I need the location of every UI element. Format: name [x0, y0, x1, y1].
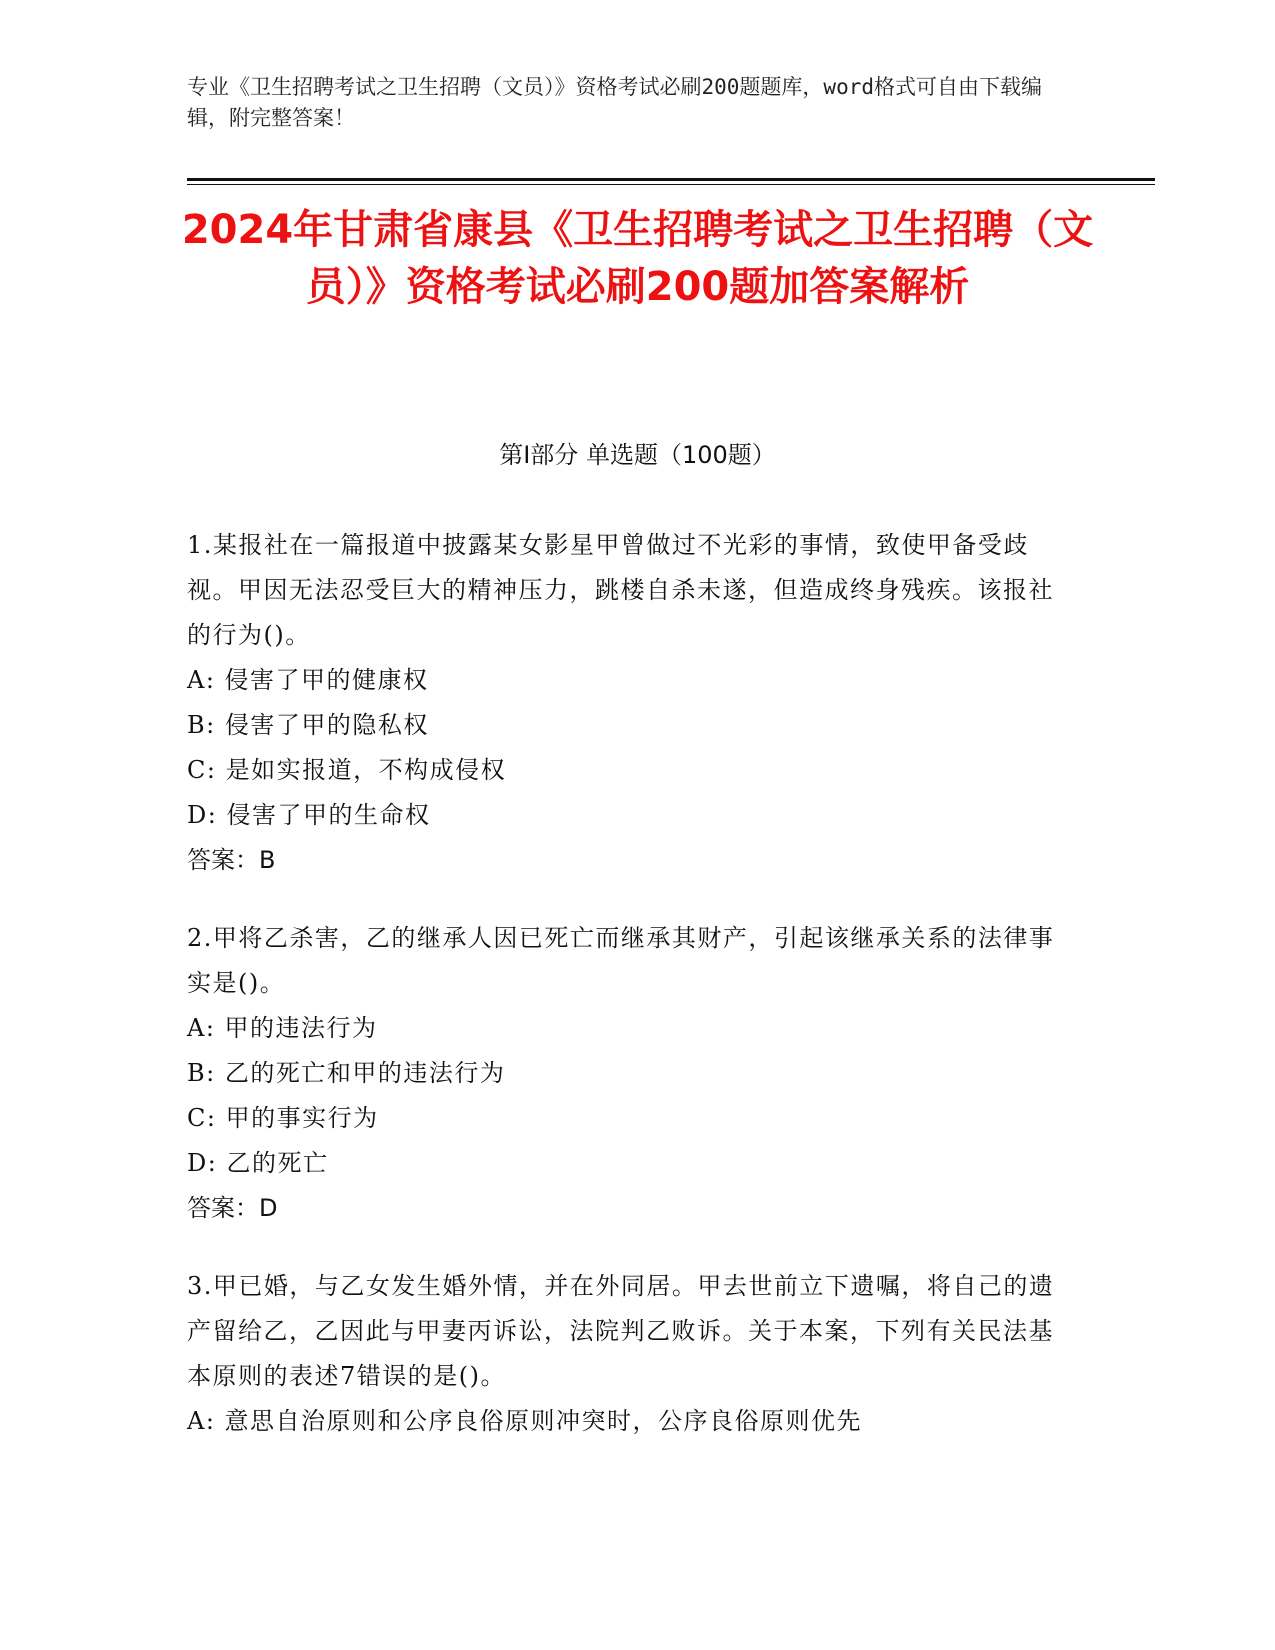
option-a: A: 甲的违法行为: [187, 1014, 378, 1042]
option-c: C: 甲的事实行为: [187, 1104, 379, 1132]
question-stem: 2.甲将乙杀害，乙的继承人因已死亡而继承其财产，引起该继承关系的法律事实是()。: [187, 924, 1055, 997]
question-3: [187, 1264, 1067, 1444]
header-divider-thick: [187, 178, 1155, 181]
option-b: B: 乙的死亡和甲的违法行为: [187, 1059, 506, 1087]
option-d: D: 乙的死亡: [187, 1149, 329, 1177]
option-a: A: 侵害了甲的健康权: [187, 666, 429, 694]
header-note: 专业《卫生招聘考试之卫生招聘（文员）》资格考试必刷200题题库，word格式可自由下载编辑，附完整答案！: [187, 75, 1042, 130]
question-2: [187, 916, 1067, 1231]
document-title: 2024年甘肃省康县《卫生招聘考试之卫生招聘（文员）》资格考试必刷200题加答案解析: [181, 207, 1094, 310]
option-d: D: 侵害了甲的生命权: [187, 801, 431, 829]
option-a: A: 意思自治原则和公序良俗原则冲突时，公序良俗原则优先: [187, 1407, 863, 1435]
header-divider-thin: [187, 184, 1155, 185]
question-stem: 3.甲已婚，与乙女发生婚外情，并在外同居。甲去世前立下遗嘱，将自己的遗产留给乙，乙因此与甲妻丙诉讼，法院判乙败诉。关于本案，下列有关民法基本原则的表述7错误的是()。: [187, 1272, 1055, 1390]
option-b: B: 侵害了甲的隐私权: [187, 711, 429, 739]
answer-line: 答案：B: [187, 846, 276, 874]
section-heading: 第Ⅰ部分 单选题（100题）: [499, 441, 776, 469]
question-1: [187, 523, 1067, 883]
answer-line: 答案：D: [187, 1194, 278, 1222]
question-list: [187, 523, 1067, 1477]
question-stem: 1.某报社在一篇报道中披露某女影星甲曾做过不光彩的事情，致使甲备受歧视。甲因无法忍受巨大的精神压力，跳楼自杀未遂，但造成终身残疾。该报社的行为()。: [187, 531, 1054, 649]
option-c: C: 是如实报道，不构成侵权: [187, 756, 507, 784]
